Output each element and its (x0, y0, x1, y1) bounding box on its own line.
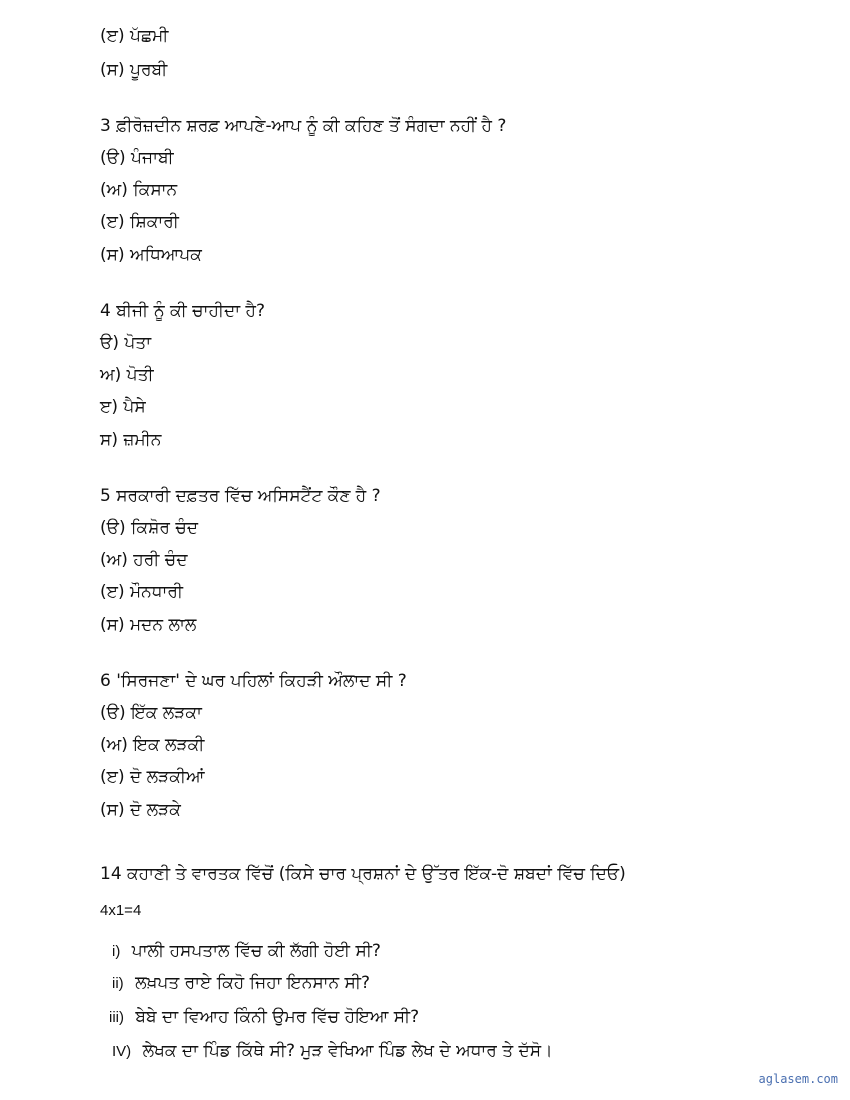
q5-option-b: (ਅ) ਹਰੀ ਚੰਦ (100, 550, 188, 570)
question-14-marks: 4x1=4 (100, 902, 142, 919)
question-6: 6 'ਸਿਰਜਣਾ' ਦੇ ਘਰ ਪਹਿਲਾਂ ਕਿਹੜੀ ਔਲਾਦ ਸੀ ? (100, 671, 407, 691)
option-s: (ਸ) ਪੂਰਬੀ (100, 60, 168, 80)
q6-option-d: (ਸ) ਦੋ ਲੜਕੇ (100, 800, 181, 820)
watermark-text: aglasem.com (758, 1072, 838, 1086)
q14-item-3-text: ਬੇਬੇ ਦਾ ਵਿਆਹ ਕਿੰਨੀ ਉਮਰ ਵਿੱਚ ਹੋਇਆ ਸੀ? (135, 1007, 420, 1027)
q3-option-a: (ੳ) ਪੰਜਾਬੀ (100, 148, 174, 168)
q6-option-a: (ੳ) ਇੱਕ ਲੜਕਾ (100, 703, 202, 723)
q3-option-b: (ਅ) ਕਿਸਾਨ (100, 180, 178, 200)
q5-option-d: (ਸ) ਮਦਨ ਲਾਲ (100, 615, 197, 635)
q14-item-1 (112, 940, 381, 963)
q14-item-3 (109, 1006, 419, 1029)
q5-option-c: (ੲ) ਮੌਨਧਾਰੀ (100, 582, 184, 602)
q6-option-b: (ਅ) ਇਕ ਲੜਕੀ (100, 735, 205, 755)
question-5: 5 ਸਰਕਾਰੀ ਦਫ਼ਤਰ ਵਿੱਚ ਅਸਿਸਟੈਂਟ ਕੌਣ ਹੈ ? (100, 486, 381, 506)
question-14-heading: 14 ਕਹਾਣੀ ਤੇ ਵਾਰਤਕ ਵਿੱਚੋਂ (ਕਿਸੇ ਚਾਰ ਪ੍ਰਸ਼ਨਾਂ ਦੇ ਉੱਤਰ ਇੱਕ-ਦੋ ਸ਼ਬਦਾਂ ਵਿੱਚ ਦਿਓ) (100, 864, 626, 884)
q14-item-2 (112, 972, 370, 995)
q3-option-d: (ਸ) ਅਧਿਆਪਕ (100, 245, 202, 265)
q4-option-b: ਅ) ਪੋਤੀ (100, 365, 154, 385)
q4-option-a: ੳ) ਪੋਤਾ (100, 333, 152, 353)
option-e: (ੲ) ਪੱਛਮੀ (100, 26, 169, 46)
q14-item-4-num: IV) (112, 1043, 132, 1060)
q14-item-1-text: ਪਾਲੀ ਹਸਪਤਾਲ ਵਿੱਚ ਕੀ ਲੱਗੀ ਹੋਈ ਸੀ? (131, 941, 381, 961)
q14-item-4-text: ਲੇਖਕ ਦਾ ਪਿੰਡ ਕਿੱਥੇ ਸੀ? ਮੁੜ ਵੇਖਿਆ ਪਿੰਡ ਲੇਖ ਦੇ ਅਧਾਰ ਤੇ ਦੱਸੋ। (142, 1041, 553, 1061)
q14-item-2-text: ਲਖ਼ਪਤ ਰਾਏ ਕਿਹੋ ਜਿਹਾ ਇਨਸਾਨ ਸੀ? (135, 973, 371, 993)
q14-item-3-num: iii) (109, 1009, 124, 1026)
q14-item-4 (112, 1040, 553, 1063)
q14-item-1-num: i) (112, 943, 121, 960)
q4-option-c: ੲ) ਪੈਸੇ (100, 397, 146, 417)
question-4: 4 ਬੀਜੀ ਨੂੰ ਕੀ ਚਾਹੀਦਾ ਹੈ? (100, 301, 265, 321)
question-3: 3 ਫ਼ੀਰੋਜ਼ਦੀਨ ਸ਼ਰਫ਼ ਆਪਣੇ-ਆਪ ਨੂੰ ਕੀ ਕਹਿਣ ਤੋਂ ਸੰਗਦਾ ਨਹੀਂ ਹੈ ? (100, 116, 507, 136)
q5-option-a: (ੳ) ਕਿਸ਼ੋਰ ਚੰਦ (100, 518, 199, 538)
q4-option-d: ਸ) ਜ਼ਮੀਨ (100, 430, 162, 450)
q14-item-2-num: ii) (112, 975, 124, 992)
q6-option-c: (ੲ) ਦੋ ਲੜਕੀਆਂ (100, 767, 205, 787)
q3-option-c: (ੲ) ਸ਼ਿਕਾਰੀ (100, 212, 179, 232)
